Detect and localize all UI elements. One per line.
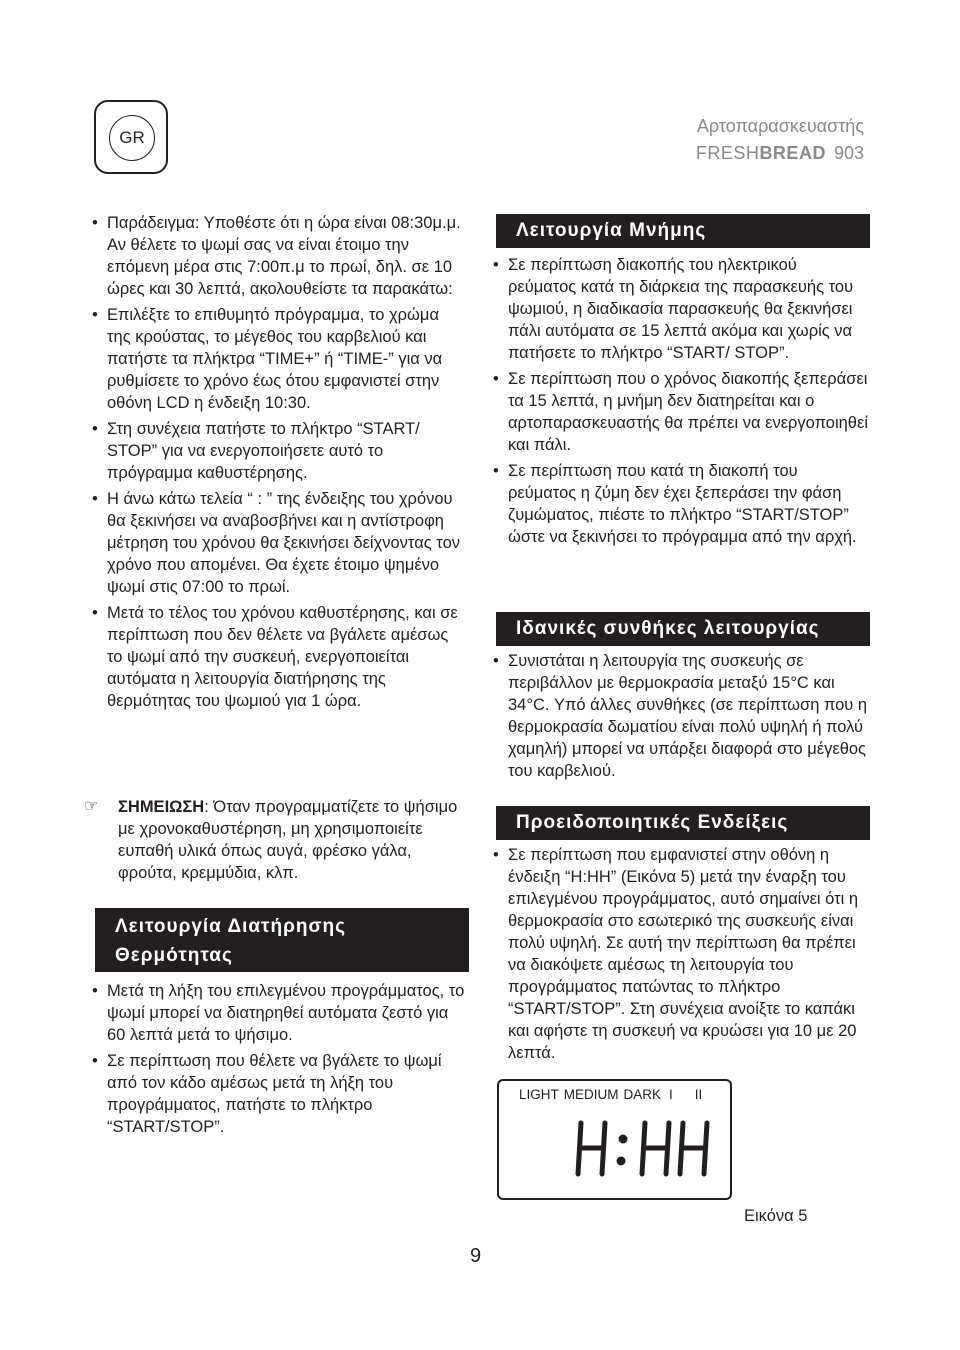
product-title: Αρτοπαρασκευαστής: [696, 116, 864, 136]
note-text: : Όταν προγραμματίζετε το ψήσιμο με χρονοκαθυστέρηση, μη χρησιμοποιείτε ευπαθή υλικά όπως αυγά, φρέσκο γάλα, φρούτα, κρεμμύδια, κλπ.: [118, 798, 458, 882]
list-item: • Σε περίπτωση που θέλετε να βγάλετε το ψωμί από τον κάδο αμέσως μετά τη λήξη του προγράμματος, πατήστε το πλήκτρο “START/STOP”.: [84, 1050, 466, 1138]
ideal-conditions-heading: Ιδανικές συνθήκες λειτουργίας: [496, 612, 870, 646]
lcd-label-size-1: I: [669, 1087, 673, 1102]
lcd-label-light: LIGHT: [519, 1087, 559, 1102]
page-number: 9: [470, 1245, 482, 1267]
lcd-label-medium: MEDIUM: [563, 1087, 619, 1102]
list-item: • Σε περίπτωση διακοπής του ηλεκτρικού ρεύματος κατά τη διάρκεια της παρασκευής του ψωμιού, η διαδικασία παρασκευής θα ξεκινήσει πάλι αυτόματα σε 15 λεπτά ακόμα και χωρίς να πατήσετε το πλήκτρο “START/ STOP”.: [485, 254, 869, 364]
pointing-hand-icon: ☞: [84, 798, 99, 815]
list-item: • Η άνω κάτω τελεία “ : ” της ένδειξης του χρόνου θα ξεκινήσει να αναβοσβήνει και η αντίστροφη μέτρηση του χρόνου θα ξεκινήσει δείχνοντας τον χρόνο που απομένει. Θα έχετε έτοιμο ψημένο ψωμί στις 07:00 το πρωί.: [84, 488, 466, 598]
warnings-list: [485, 844, 869, 1064]
language-badge: [94, 100, 168, 174]
note-label: ΣΗΜΕΙΩΣΗ: [118, 798, 205, 816]
figure-caption: Εικόνα 5: [744, 1207, 808, 1225]
list-item: • Συνιστάται η λειτουργία της συσκευής σε περιβάλλον με θερμοκρασία μεταξύ 15°C και 34°C. Υπό άλλες συνθήκες (σε περίπτωση που η θερμοκρασία δωματίου είναι πολύ υψηλή ή πολύ χαμηλή) μπορεί να υπάρξει διαφορά στο μέγεθος του καρβελιού.: [485, 650, 869, 782]
memory-list: [485, 254, 869, 548]
brand-fresh: FRESH: [695, 143, 760, 163]
list-item: • Σε περίπτωση που ο χρόνος διακοπής ξεπεράσει τα 15 λεπτά, η μνήμη δεν διατηρείται και ο αρτοπαρασκευαστής θα πρέπει να ενεργοποιηθεί και πάλι.: [485, 368, 869, 456]
warnings-heading: Προειδοποιητικές Ενδείξεις: [496, 806, 870, 840]
lcd-label-dark: DARK: [623, 1087, 662, 1102]
lcd-label-size-2: II: [694, 1087, 703, 1102]
brand-bread: BREAD: [759, 143, 826, 163]
note-block: [84, 796, 466, 884]
keep-warm-heading-line2: Θερμότητας: [115, 945, 233, 966]
memory-heading: Λειτουργία Μνήμης: [496, 214, 870, 248]
note-body: [84, 796, 466, 884]
list-item: • Επιλέξτε το επιθυμητό πρόγραμμα, το χρώμα της κρούστας, το μέγεθος του καρβελιού και πατήστε τα πλήκτρα “TIME+” ή “TIME-” για να ρυθμίσετε το χρόνο έως ότου εμφανιστεί στην οθόνη LCD η ένδειξη 10:30.: [84, 304, 466, 414]
ideal-conditions-list: [485, 650, 869, 782]
left-column-bottom: [84, 980, 466, 1138]
lcd-display-figure: [497, 1079, 732, 1200]
left-column-top: [84, 212, 466, 712]
list-item: • Σε περίπτωση που εμφανιστεί στην οθόνη η ένδειξη “H:HH” (Εικόνα 5) μετά την έναρξη του επιλεγμένου προγράμματος, αυτό σημαίνει ότι η θερμοκρασία στο εσωτερικό της συσκευής είναι πολύ υψηλή. Σε αυτή την περίπτωση θα πρέπει να διακόψετε αμέσως τη λειτουργία του προγράμματος πατώντας το πλήκτρο “START/STOP”. Στη συνέχεια ανοίξτε το καπάκι και αφήστε τη συσκευή να κρυώσει για 10 με 20 λεπτά.: [485, 844, 869, 1064]
list-item: • Μετά τη λήξη του επιλεγμένου προγράμματος, το ψωμί μπορεί να διατηρηθεί αυτόματα ζεστό για 60 λεπτά μετά το ψήσιμο.: [84, 980, 466, 1046]
model-number: 903: [833, 143, 864, 163]
lcd-digits-hhhh: [499, 1081, 730, 1198]
list-item: • Στη συνέχεια πατήστε το πλήκτρο “START/ STOP” για να ενεργοποιήσετε αυτό το πρόγραμμα καθυστέρησης.: [84, 418, 466, 484]
list-item: • Παράδειγμα: Υποθέστε ότι η ώρα είναι 08:30μ.μ. Αν θέλετε το ψωμί σας να είναι έτοιμο την επόμενη μέρα στις 7:00π.μ το πρωί, δηλ. σε 10 ώρες και 30 λεπτά, ακολουθείστε τα παρακάτω:: [84, 212, 466, 300]
list-item: • Μετά το τέλος του χρόνου καθυστέρησης, και σε περίπτωση που δεν θέλετε να βγάλετε αμέσως το ψωμί από την συσκευή, ενεργοποιείται αυτόματα η λειτουργία διατήρησης της θερμότητας του ψωμιού για 1 ώρα.: [84, 602, 466, 712]
keep-warm-heading: [95, 908, 469, 972]
list-item: • Σε περίπτωση που κατά τη διακοπή του ρεύματος η ζύμη δεν έχει ξεπεράσει την φάση ζυμώματος, πιέστε το πλήκτρο “START/STOP” ώστε να ξεκινήσει το πρόγραμμα από την αρχή.: [485, 460, 869, 548]
language-code: GR: [109, 115, 155, 161]
keep-warm-heading-line1: Λειτουργία Διατήρησης: [115, 916, 346, 937]
brand-line: [696, 143, 864, 164]
